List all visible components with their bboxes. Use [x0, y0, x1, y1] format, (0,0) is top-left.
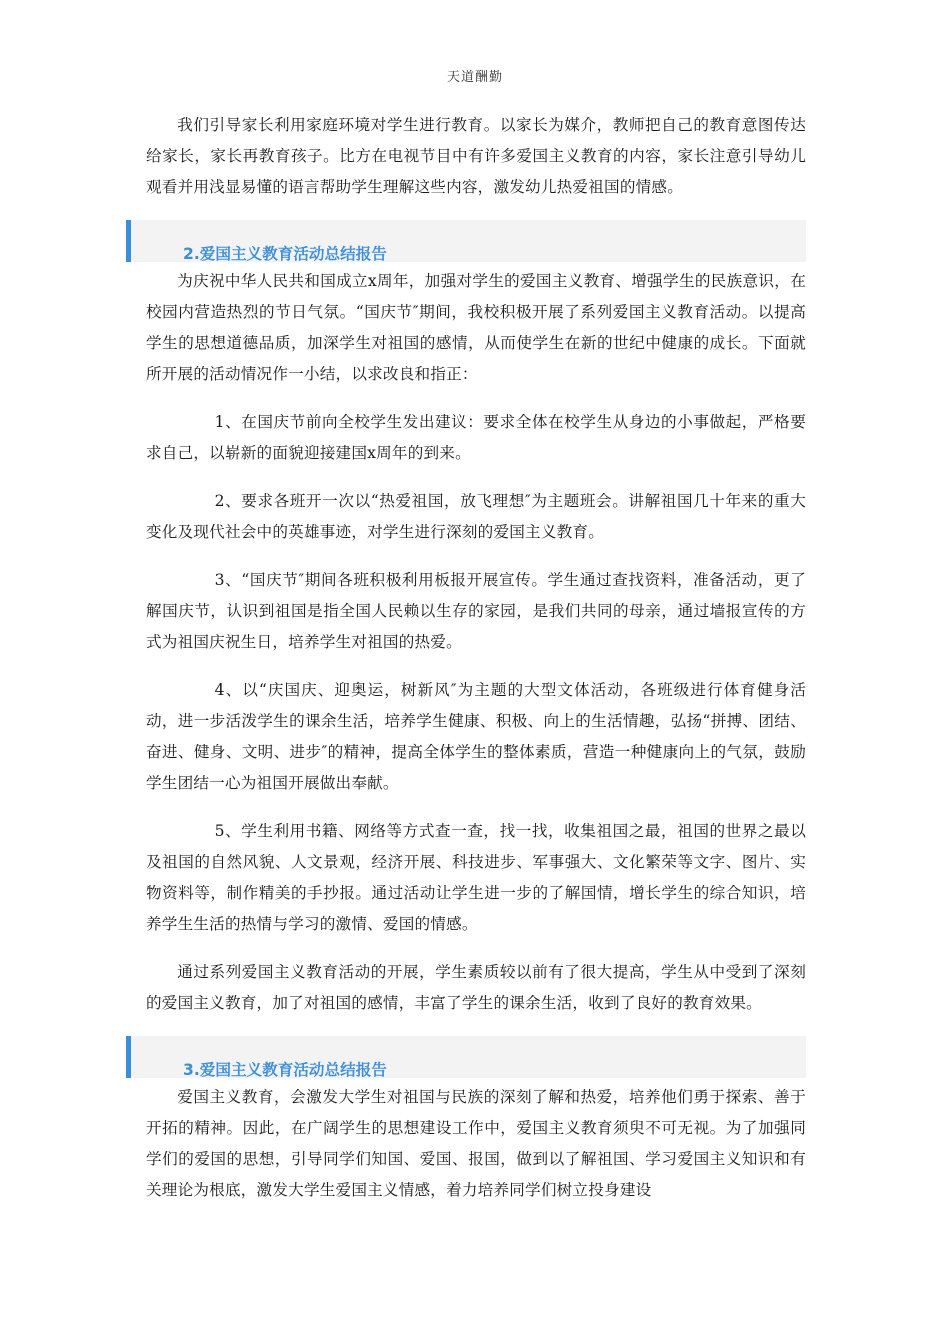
section-2-item-5: 5、学生利用书籍、网络等方式查一查，找一找，收集祖国之最，祖国的世界之最以及祖国的自然风貌、人文景观，经济开展、科技进步、军事强大、文化繁荣等文字、图片、实物资料等，制作精美的手抄报。通过活动让学生进一步的了解国情，增长学生的综合知识，培养学生生活的热情与学习的激情、爱国的情感。: [146, 822, 806, 933]
section-2-item-4: 4、以“庆国庆、迎奥运，树新风″为主题的大型文体活动，各班级进行体育健身活动，进一步活泼学生的课余生活，培养学生健康、积极、向上的生活情趣，弘扬“拼搏、团结、奋进、健身、文明、进步″的精神，提高全体学生的整体素质，营造一种健康向上的气氛，鼓励学生团结一心为祖国开展做出奉献。: [146, 681, 806, 792]
section-2-item-2: 2、要求各班开一次以“热爱祖国，放飞理想″为主题班会。讲解祖国几十年来的重大变化及现代社会中的英雄事迹，对学生进行深刻的爱国主义教育。: [146, 492, 806, 541]
document-body: [146, 110, 806, 1223]
section-2-conclusion: 通过系列爱国主义教育活动的开展，学生素质较以前有了很大提高，学生从中受到了深刻的爱国主义教育，加了对祖国的感情，丰富了学生的课余生活，收到了良好的教育效果。: [146, 963, 806, 1012]
section-2-heading: [126, 220, 806, 262]
section-2-title: 2.爱国主义教育活动总结报告: [183, 245, 387, 263]
intro-paragraph: 我们引导家长利用家庭环境对学生进行教育。以家长为媒介，教师把自己的教育意图传达给家长，家长再教育孩子。比方在电视节目中有许多爱国主义教育的内容，家长注意引导幼儿观看并用浅显易懂的语言帮助学生理解这些内容，激发幼儿热爱祖国的情感。: [146, 116, 806, 196]
section-2-intro: 为庆祝中华人民共和国成立x周年，加强对学生的爱国主义教育、增强学生的民族意识，在校园内营造热烈的节日气氛。“国庆节″期间，我校积极开展了系列爱国主义教育活动。以提高学生的思想道德品质，加深学生对祖国的感情，从而使学生在新的世纪中健康的成长。下面就所开展的活动情况作一小结，以求改良和指正：: [146, 272, 806, 383]
section-2-item-1: 1、在国庆节前向全校学生发出建议：要求全体在校学生从身边的小事做起，严格要求自己，以崭新的面貌迎接建国x周年的到来。: [146, 413, 806, 462]
page-header: 天道酬勤: [446, 70, 503, 85]
section-3-title: 3.爱国主义教育活动总结报告: [183, 1061, 387, 1079]
section-3-intro: 爱国主义教育，会激发大学生对祖国与民族的深刻了解和热爱，培养他们勇于探索、善于开拓的精神。因此，在广阔学生的思想建设工作中，爱国主义教育须臾不可无视。为了加强同学们的爱国的思想，引导同学们知国、爱国、报国，做到以了解祖国、学习爱国主义知识和有关理论为根底，激发大学生爱国主义情感，着力培养同学们树立投身建设: [146, 1088, 806, 1199]
section-3-heading: [126, 1036, 806, 1078]
section-2-item-3: 3、“国庆节″期间各班积极利用板报开展宣传。学生通过查找资料，准备活动，更了解国庆节，认识到祖国是指全国人民赖以生存的家园，是我们共同的母亲，通过墙报宣传的方式为祖国庆祝生日，培养学生对祖国的热爱。: [146, 571, 806, 651]
